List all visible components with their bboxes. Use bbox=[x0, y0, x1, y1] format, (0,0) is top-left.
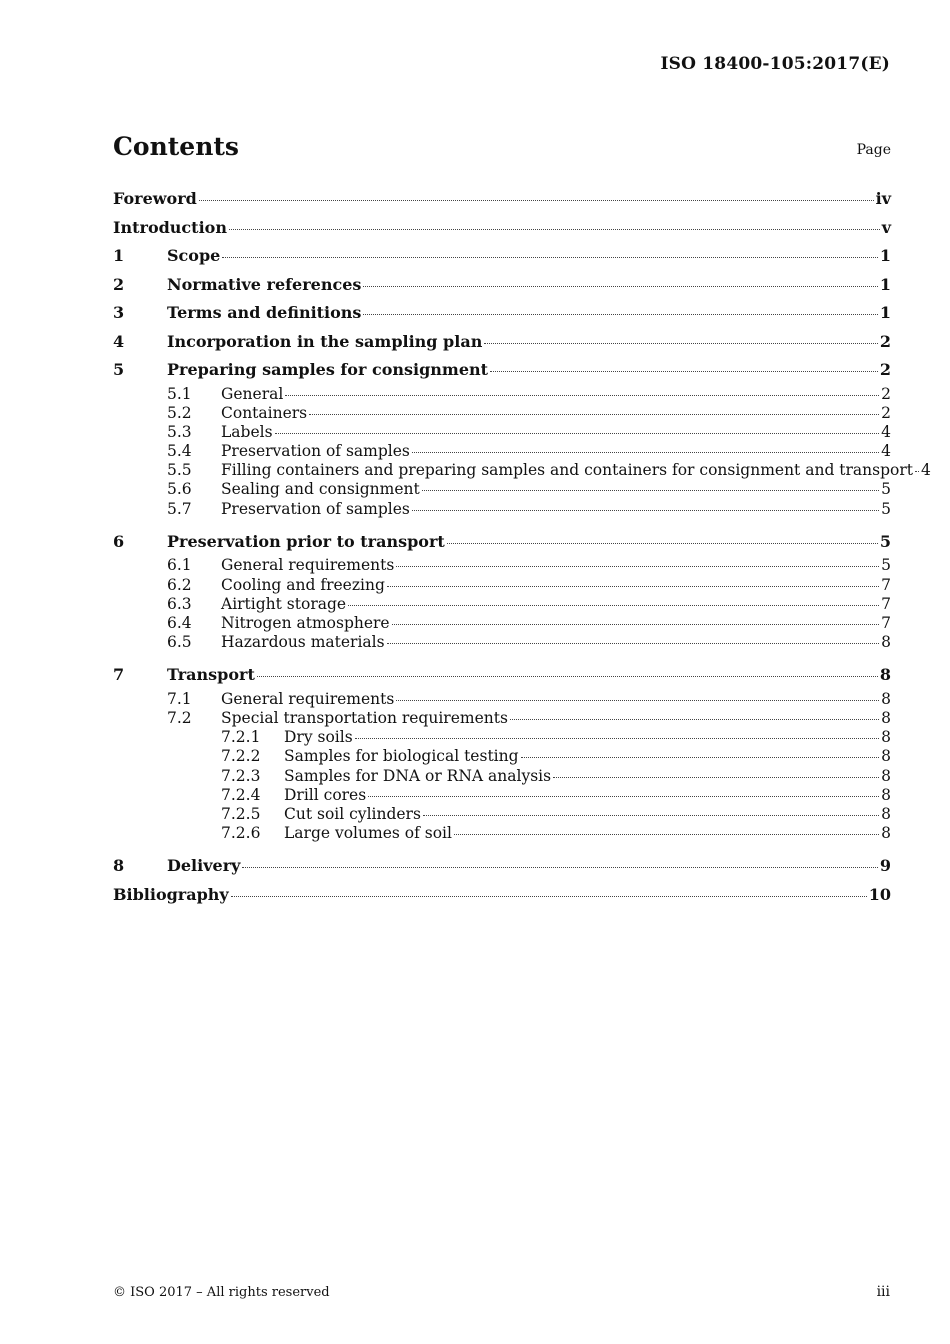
table-of-contents bbox=[113, 185, 931, 909]
toc-entry-title[interactable]: Preparing samples for consignment bbox=[167, 360, 489, 379]
toc-entry[interactable] bbox=[113, 661, 891, 690]
toc-dot-leader bbox=[231, 895, 867, 897]
toc-entry-title[interactable]: Preservation of samples bbox=[221, 442, 410, 461]
toc-entry-title[interactable]: Samples for DNA or RNA analysis bbox=[284, 766, 552, 785]
toc-entry-page: 5 bbox=[881, 480, 891, 499]
toc-entry-page: 2 bbox=[881, 403, 891, 422]
toc-entry-title[interactable]: Special transportation requirements bbox=[221, 708, 508, 727]
toc-entry-number: 7.2 bbox=[167, 708, 192, 727]
toc-dot-leader bbox=[396, 699, 879, 701]
toc-entry[interactable] bbox=[113, 767, 891, 786]
toc-entry-page: 1 bbox=[879, 246, 891, 265]
toc-entry-number: 6.5 bbox=[167, 633, 192, 652]
toc-entry-title[interactable]: Introduction bbox=[113, 217, 227, 237]
toc-entry-title[interactable]: Incorporation in the sampling plan bbox=[167, 331, 483, 351]
toc-dot-leader bbox=[484, 342, 878, 344]
toc-entry[interactable] bbox=[113, 824, 891, 843]
toc-entry-title[interactable]: Terms and definitions bbox=[167, 303, 362, 322]
toc-dot-leader bbox=[510, 718, 879, 720]
toc-entry-number: 5.7 bbox=[167, 499, 192, 518]
toc-entry-title[interactable]: General requirements bbox=[221, 556, 395, 575]
footer-page-number: iii bbox=[876, 1284, 890, 1300]
toc-dot-leader bbox=[387, 585, 879, 587]
toc-entry-page: 1 bbox=[879, 274, 891, 294]
toc-entry[interactable] bbox=[113, 271, 891, 300]
toc-entry[interactable] bbox=[113, 786, 891, 805]
toc-entry-title[interactable]: Bibliography bbox=[113, 884, 229, 904]
toc-dot-leader bbox=[447, 542, 878, 544]
toc-entry[interactable] bbox=[113, 747, 891, 766]
toc-entry-number: 6.3 bbox=[167, 594, 192, 613]
toc-entry-page: 4 bbox=[881, 442, 891, 461]
toc-entry-page: 9 bbox=[879, 856, 891, 876]
toc-entry[interactable] bbox=[113, 852, 891, 881]
toc-dot-leader bbox=[454, 833, 879, 835]
toc-entry-number: 7.2.1 bbox=[221, 728, 261, 747]
toc-entry[interactable] bbox=[113, 614, 891, 633]
toc-entry-number: 7.2.4 bbox=[221, 785, 261, 804]
toc-dot-leader bbox=[242, 866, 877, 868]
toc-entry-number: 7.1 bbox=[167, 689, 192, 708]
toc-dot-leader bbox=[199, 199, 874, 201]
toc-entry-page: 8 bbox=[881, 785, 891, 804]
toc-entry[interactable] bbox=[113, 528, 891, 557]
toc-dot-leader bbox=[363, 313, 877, 315]
toc-entry-page: 7 bbox=[881, 575, 891, 594]
toc-entry-title[interactable]: General requirements bbox=[221, 689, 395, 708]
toc-entry-page: 8 bbox=[881, 804, 891, 823]
toc-entry-title[interactable]: Airtight storage bbox=[221, 594, 347, 613]
toc-entry-number: 6 bbox=[113, 531, 125, 551]
toc-dot-leader bbox=[257, 675, 878, 677]
toc-entry[interactable] bbox=[113, 385, 891, 404]
toc-entry-title[interactable]: Containers bbox=[221, 403, 308, 422]
toc-entry-page: 8 bbox=[881, 689, 891, 708]
contents-title: Contents bbox=[113, 132, 240, 161]
toc-entry[interactable] bbox=[113, 404, 891, 423]
toc-entry-title[interactable]: Drill cores bbox=[284, 785, 367, 804]
toc-entry-number: 5.2 bbox=[167, 403, 192, 422]
toc-entry-page: 1 bbox=[879, 303, 891, 322]
toc-dot-leader bbox=[915, 470, 919, 472]
toc-entry-page: 5 bbox=[879, 531, 891, 551]
toc-entry-title[interactable]: General bbox=[221, 384, 284, 403]
toc-entry-page: 7 bbox=[881, 613, 891, 632]
toc-entry-number: 6.4 bbox=[167, 613, 192, 632]
toc-entry-number: 5.5 bbox=[167, 461, 192, 480]
toc-entry-page: 8 bbox=[881, 708, 891, 727]
footer-copyright: © ISO 2017 – All rights reserved bbox=[113, 1285, 330, 1300]
toc-entry-number: 2 bbox=[113, 274, 125, 294]
toc-entry-number: 4 bbox=[113, 331, 125, 351]
toc-entry-number: 6.1 bbox=[167, 556, 192, 575]
toc-entry[interactable] bbox=[113, 299, 891, 328]
toc-dot-leader bbox=[412, 509, 879, 511]
toc-entry-title[interactable]: Transport bbox=[167, 665, 255, 685]
toc-dot-leader bbox=[396, 565, 879, 567]
toc-entry-page: iv bbox=[875, 189, 891, 208]
toc-dot-leader bbox=[490, 370, 878, 372]
toc-entry-page: 4 bbox=[881, 422, 891, 441]
toc-entry-title[interactable]: Filling containers and preparing samples and containers for consignment and transport bbox=[221, 461, 913, 480]
toc-dot-leader bbox=[423, 814, 879, 816]
toc-entry[interactable] bbox=[113, 214, 891, 243]
toc-entry-page: 8 bbox=[881, 633, 891, 652]
toc-entry-title[interactable]: Samples for biological testing bbox=[284, 747, 519, 766]
toc-dot-leader bbox=[285, 394, 879, 396]
toc-entry-number: 1 bbox=[113, 246, 125, 265]
toc-entry[interactable] bbox=[113, 805, 891, 824]
toc-dot-leader bbox=[368, 795, 879, 797]
toc-entry-number: 8 bbox=[113, 856, 125, 876]
toc-entry-number: 7.2.6 bbox=[221, 824, 261, 843]
toc-entry-page: 5 bbox=[881, 556, 891, 575]
toc-entry-title[interactable]: Hazardous materials bbox=[221, 633, 385, 652]
toc-dot-leader bbox=[521, 756, 880, 758]
toc-entry-page: 8 bbox=[881, 824, 891, 843]
toc-entry-title[interactable]: Foreword bbox=[113, 189, 197, 208]
toc-dot-leader bbox=[229, 228, 880, 230]
toc-dot-leader bbox=[387, 642, 880, 644]
toc-entry-number: 5.3 bbox=[167, 422, 192, 441]
toc-dot-leader bbox=[412, 451, 879, 453]
toc-entry-title[interactable]: Sealing and consignment bbox=[221, 480, 420, 499]
toc-entry-number: 5.4 bbox=[167, 442, 192, 461]
toc-entry-page: 8 bbox=[881, 728, 891, 747]
toc-entry-page: 8 bbox=[879, 665, 891, 685]
toc-entry-title[interactable]: Preservation of samples bbox=[221, 499, 410, 518]
toc-entry-page: 8 bbox=[881, 766, 891, 785]
toc-entry[interactable] bbox=[113, 728, 891, 747]
toc-entry-title[interactable]: Dry soils bbox=[284, 728, 353, 747]
contents-heading-row bbox=[113, 132, 891, 172]
toc-entry[interactable] bbox=[113, 500, 891, 519]
toc-entry-page: 2 bbox=[881, 384, 891, 403]
document-id: ISO 18400-105:2017(E) bbox=[660, 54, 890, 74]
toc-entry[interactable] bbox=[113, 480, 891, 499]
toc-entry[interactable] bbox=[113, 423, 891, 442]
toc-entry-page: 10 bbox=[868, 884, 891, 904]
toc-entry[interactable] bbox=[113, 356, 891, 385]
toc-entry-page: v bbox=[881, 217, 891, 237]
toc-dot-leader bbox=[355, 737, 879, 739]
toc-entry-title[interactable]: Delivery bbox=[167, 856, 241, 876]
toc-entry-page: 5 bbox=[881, 499, 891, 518]
toc-entry-number: 7.2.2 bbox=[221, 747, 261, 766]
toc-entry[interactable] bbox=[113, 881, 891, 910]
toc-entry[interactable] bbox=[113, 595, 891, 614]
toc-dot-leader bbox=[222, 256, 878, 258]
toc-entry-title[interactable]: Labels bbox=[221, 422, 273, 441]
toc-entry-title[interactable]: Cooling and freezing bbox=[221, 575, 385, 594]
toc-entry-title[interactable]: Cut soil cylinders bbox=[284, 804, 421, 823]
toc-entry[interactable] bbox=[113, 556, 891, 575]
toc-entry-title[interactable]: Normative references bbox=[167, 274, 362, 294]
toc-entry-page: 8 bbox=[881, 747, 891, 766]
toc-entry-page: 2 bbox=[879, 331, 891, 351]
page-column-label: Page bbox=[856, 142, 891, 158]
toc-dot-leader bbox=[309, 413, 879, 415]
toc-entry-title[interactable]: Nitrogen atmosphere bbox=[221, 613, 390, 632]
toc-entry[interactable] bbox=[113, 242, 891, 271]
toc-dot-leader bbox=[553, 776, 879, 778]
toc-entry[interactable] bbox=[113, 709, 891, 728]
toc-entry[interactable] bbox=[113, 442, 891, 461]
toc-entry-page: 4 bbox=[921, 461, 931, 480]
toc-entry[interactable] bbox=[113, 185, 891, 214]
toc-entry-title[interactable]: Large volumes of soil bbox=[284, 824, 452, 843]
toc-entry-number: 5.1 bbox=[167, 384, 192, 403]
toc-entry-title[interactable]: Preservation prior to transport bbox=[167, 531, 445, 551]
toc-dot-leader bbox=[348, 604, 879, 606]
toc-entry-page: 7 bbox=[881, 594, 891, 613]
toc-entry-number: 7.2.5 bbox=[221, 804, 261, 823]
toc-entry-number: 7.2.3 bbox=[221, 766, 261, 785]
toc-entry-number: 5.6 bbox=[167, 480, 192, 499]
toc-dot-leader bbox=[422, 489, 879, 491]
toc-entry-number: 5 bbox=[113, 360, 125, 379]
toc-entry[interactable] bbox=[113, 690, 891, 709]
toc-entry-number: 7 bbox=[113, 665, 125, 685]
toc-dot-leader bbox=[275, 432, 880, 434]
toc-entry[interactable] bbox=[113, 576, 891, 595]
toc-entry-number: 3 bbox=[113, 303, 125, 322]
toc-entry-title[interactable]: Scope bbox=[167, 246, 221, 265]
toc-entry-page: 2 bbox=[879, 360, 891, 379]
toc-entry[interactable] bbox=[113, 328, 891, 357]
toc-entry-number: 6.2 bbox=[167, 575, 192, 594]
toc-dot-leader bbox=[363, 285, 877, 287]
toc-entry[interactable] bbox=[113, 633, 891, 652]
toc-entry[interactable] bbox=[113, 461, 931, 480]
toc-dot-leader bbox=[392, 623, 880, 625]
